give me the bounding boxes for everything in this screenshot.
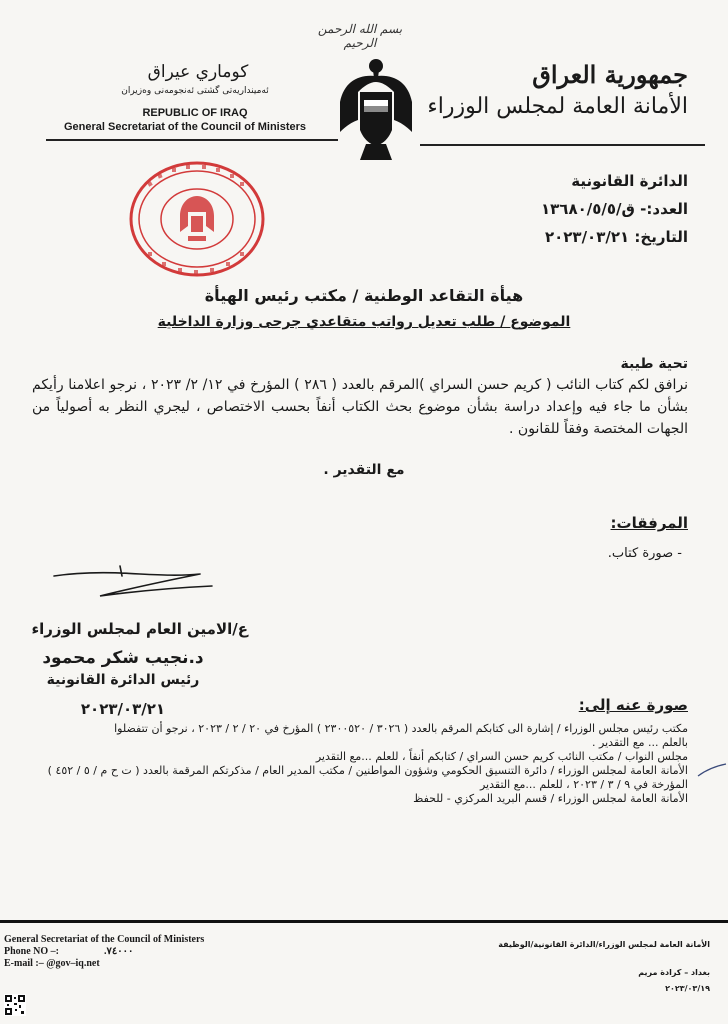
subject-line: [0, 314, 728, 330]
header-republic-english: REPUBLIC OF IRAQ: [142, 107, 248, 119]
copy-line: بالعلم ... مع التقدير .: [592, 736, 688, 749]
reference-number: ق/١٣٦٨٠/٥/٥: [541, 200, 635, 218]
addressee: هيأة التقاعد الوطنية / مكتب رئيس الهيأة: [204, 286, 524, 305]
header-divider-left: [46, 139, 338, 141]
footer-date: ٢٠٢٣/٠٣/١٩: [665, 984, 710, 993]
footer-phone: [4, 946, 244, 958]
signature-icon: [50, 562, 220, 602]
attachments-heading: المرفقات:: [610, 514, 688, 532]
copies-heading: صورة عنه إلى:: [578, 696, 688, 714]
footer-divider: [0, 920, 728, 923]
copy-line: مجلس النواب / مكتب النائب كريم حسن السراي / كتابكم أنفاً ، للعلم ...مع التقدير: [315, 750, 688, 763]
footer-path: الأمانة العامة لمجلس الوزراء/الدائرة القانونية/الوظيفة: [498, 940, 710, 949]
copy-line: الأمانة العامة لمجلس الوزراء / قسم البريد المركزي - للحفظ: [413, 792, 688, 805]
attachment-item: - صورة كتاب.: [607, 546, 682, 561]
footer-city: بغداد – كرادة مريم: [638, 968, 710, 977]
basmala: بسم الله الرحمن الرحيم: [317, 22, 403, 50]
copies-list: [24, 722, 688, 806]
footer-email: E-mail :– @gov–iq.net: [4, 958, 100, 969]
qr-code-icon: [4, 994, 26, 1016]
signatory-date: ٢٠٢٣/٠٣/٢١: [80, 700, 166, 718]
header-secretariat-english: General Secretariat of the Council of Ministers: [63, 121, 307, 133]
header-republic-arabic: جمهورية العراق: [532, 60, 688, 89]
copy-line: مكتب رئيس مجلس الوزراء / إشارة الى كتابكم المرقم بالعدد ( ٣٠٢٦ / ٢٣٠٠٥٢٠ ) المؤرخ في ٢٠ / ٢ / ٢٠٢٣ ، نرجو أن تتفضلوا: [114, 722, 688, 735]
reference-label: العدد:-: [640, 200, 688, 218]
date-value: ٢٠٢٣/٠٣/٢١: [544, 228, 630, 246]
signatory-name: د.نجيب شكر محمود: [42, 648, 204, 668]
footer-phone-label: Phone NO –:: [4, 946, 59, 957]
header-republic-kurdish: كوماري عيراق: [147, 62, 249, 82]
reference-row: [541, 200, 688, 218]
header-secretariat-kurdish: ئەمینداریەتی گشتی ئەنجومەنی وەزیران: [121, 86, 269, 96]
signatory-title: ع/الامين العام لمجلس الوزراء: [31, 620, 248, 638]
greeting: تحية طيبة: [620, 356, 688, 372]
pen-mark-icon: [696, 760, 728, 780]
department-name: الدائرة القانونية: [571, 172, 688, 190]
footer-phone-value: .٧٤٠٠٠: [104, 946, 134, 957]
date-row: [545, 228, 688, 246]
eagle-emblem-icon: [336, 52, 416, 166]
footer-contact: [4, 934, 244, 970]
closing-line: مع التقدير .: [323, 462, 405, 478]
date-label: التاريخ:: [634, 228, 688, 246]
letter-body: نرافق لكم كتاب النائب ( كريم حسن السراي )المرقم بالعدد ( ٢٨٦ ) المؤرخ في ١٢/ ٢/ ٢٠٢٣ ، نرجو اعلامنا رأيكم بشأن ما جاء فيه وإعداد دراسة بشأن موضوع بحث الكتاب أنفاً بحسب الاختصاص ، ليجري النظر به أصولياً من الجهات المختصة وفقاً للقانون .: [32, 377, 688, 437]
subject-text: الموضوع / طلب تعديل رواتب متقاعدي جرحى وزارة الداخلية: [157, 314, 571, 330]
header-divider-right: [420, 144, 705, 146]
header-secretariat-arabic: الأمانة العامة لمجلس الوزراء: [427, 94, 688, 119]
signatory-position: رئيس الدائرة القانونية: [46, 672, 200, 688]
copy-line: الأمانة العامة لمجلس الوزراء / دائرة التنسيق الحكومي وشؤون المواطنين / مكتب المدير العام / مذكرتكم المرقمة بالعدد ( ت ح م / ٥ / ٤٥٢ ): [47, 764, 688, 777]
footer-title: General Secretariat of the Council of Ministers: [4, 934, 205, 945]
official-stamp-icon: [128, 160, 266, 278]
copy-line: المؤرخة في ٩ / ٣ / ٢٠٢٣ ، للعلم ...مع التقدير: [479, 778, 688, 791]
